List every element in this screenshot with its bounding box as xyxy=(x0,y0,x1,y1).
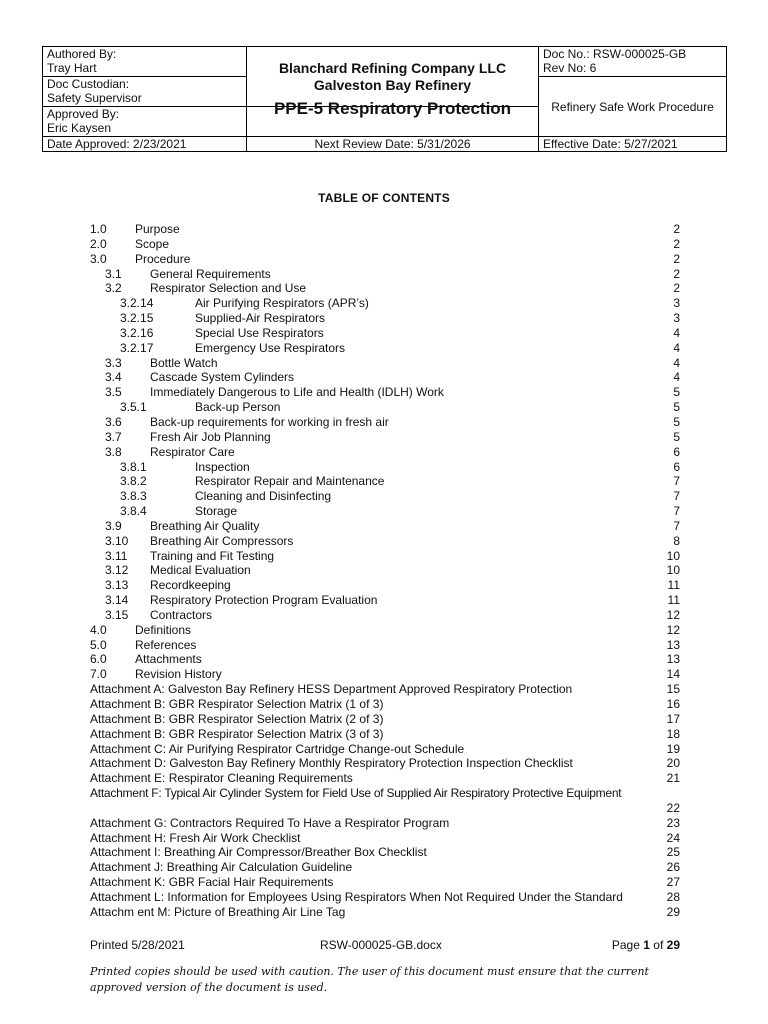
toc-entry[interactable] xyxy=(90,549,680,564)
authored-by-value: Tray Hart xyxy=(47,61,97,75)
toc-attachment-entry[interactable] xyxy=(90,845,680,860)
toc-attachment-label: Attachment E: Respirator Cleaning Requirements xyxy=(90,771,353,786)
toc-entry-label: Revision History xyxy=(135,667,222,682)
toc-entry-number: 3.5.1 xyxy=(120,400,147,415)
toc-attachment-page: 20 xyxy=(666,756,680,771)
toc-entry[interactable] xyxy=(90,370,680,385)
toc-attachment-entry[interactable] xyxy=(90,875,680,890)
toc-entry[interactable] xyxy=(90,578,680,593)
toc-entry-number: 3.9 xyxy=(105,518,122,533)
doc-custodian-value: Safety Supervisor xyxy=(47,91,142,105)
toc-entry-label: General Requirements xyxy=(150,266,271,281)
toc-attachment-entry[interactable] xyxy=(90,712,680,727)
toc-entry-label: Immediately Dangerous to Life and Health (IDLH) Work xyxy=(150,385,444,400)
toc-entry-page: 5 xyxy=(673,385,680,400)
toc-entry-label: Definitions xyxy=(135,622,192,637)
toc-entry-label: Cleaning and Disinfecting xyxy=(195,489,332,504)
approved-by-label: Approved By: xyxy=(47,107,120,121)
toc-entry-number: 3.8.1 xyxy=(120,459,147,474)
toc-entry[interactable] xyxy=(90,489,680,504)
toc-entry-label: References xyxy=(135,637,197,652)
toc-entry[interactable] xyxy=(90,534,680,549)
next-review-date: Next Review Date: 5/31/2026 xyxy=(314,137,471,151)
toc-attachment-entry[interactable] xyxy=(90,890,680,905)
toc-entry-label: Supplied-Air Respirators xyxy=(195,311,326,326)
table-of-contents xyxy=(90,222,680,920)
toc-entry-page: 14 xyxy=(666,667,680,682)
toc-attachment-entry[interactable] xyxy=(90,727,680,742)
toc-entry[interactable] xyxy=(90,563,680,578)
toc-entry-label: Special Use Respirators xyxy=(195,325,324,340)
toc-attachment-entry[interactable] xyxy=(90,756,680,771)
toc-entry[interactable] xyxy=(90,222,680,237)
toc-attachment-page: 19 xyxy=(666,741,680,756)
toc-entry-number: 3.15 xyxy=(105,607,129,622)
toc-entry-page: 10 xyxy=(666,548,680,563)
toc-entry-page: 10 xyxy=(666,563,680,578)
toc-attachment-page: 28 xyxy=(666,889,680,904)
toc-entry-number: 3.2.17 xyxy=(120,340,154,355)
toc-entry-page: 6 xyxy=(673,444,680,459)
toc-entry[interactable] xyxy=(90,341,680,356)
toc-entry-number: 3.1 xyxy=(105,266,122,281)
toc-entry-label: Inspection xyxy=(195,459,250,474)
toc-attachment-label: Attachment F: Typical Air Cylinder System for Field Use of Supplied Air Respiratory Protective Equipment xyxy=(90,786,622,801)
toc-entry-page: 13 xyxy=(666,652,680,667)
toc-entry-label: Fresh Air Job Planning xyxy=(150,429,271,444)
page-total: 29 xyxy=(666,938,680,952)
date-approved-cell xyxy=(43,137,247,152)
toc-entry-page: 4 xyxy=(673,340,680,355)
toc-entry-number: 7.0 xyxy=(90,667,107,682)
approved-by-value: Eric Kaysen xyxy=(47,121,112,135)
toc-attachment-entry[interactable] xyxy=(90,860,680,875)
toc-entry-page: 4 xyxy=(673,370,680,385)
toc-entry-page: 3 xyxy=(673,311,680,326)
toc-entry-label: Back-up requirements for working in fresh air xyxy=(150,414,389,429)
approved-by-cell xyxy=(43,107,247,137)
toc-entry-label: Training and Fit Testing xyxy=(150,548,275,563)
toc-entry[interactable] xyxy=(90,237,680,252)
toc-attachment-label: Attachment H: Fresh Air Work Checklist xyxy=(90,830,301,845)
toc-entry-page: 2 xyxy=(673,236,680,251)
toc-entry-number: 3.4 xyxy=(105,370,122,385)
toc-entry-label: Respirator Care xyxy=(150,444,235,459)
toc-entry[interactable] xyxy=(90,608,680,623)
file-name: RSW-000025-GB.docx xyxy=(320,938,442,952)
authored-by-label: Authored By: xyxy=(47,47,117,61)
toc-attachment-label: Attachment I: Breathing Air Compressor/Breather Box Checklist xyxy=(90,845,427,860)
toc-entry-label: Bottle Watch xyxy=(150,355,218,370)
printed-date: Printed 5/28/2021 xyxy=(90,938,185,952)
toc-entry-label: Air Purifying Respirators (APR’s) xyxy=(195,296,369,311)
toc-entry[interactable] xyxy=(90,652,680,667)
toc-entry-label: Breathing Air Compressors xyxy=(150,533,294,548)
toc-entry[interactable] xyxy=(90,252,680,267)
revision-number: Rev No: 6 xyxy=(543,61,597,75)
toc-attachment-page: 21 xyxy=(666,771,680,786)
toc-entry-page: 11 xyxy=(667,593,680,608)
toc-attachment-label: Attachment B: GBR Respirator Selection Matrix (2 of 3) xyxy=(90,711,384,726)
toc-entry-number: 1.0 xyxy=(90,222,107,236)
document-title: PPE-5 Respiratory Protection xyxy=(273,99,512,118)
toc-entry-number: 3.8 xyxy=(105,444,122,459)
toc-entry[interactable] xyxy=(90,356,680,371)
toc-entry-number: 3.2 xyxy=(105,281,122,296)
toc-attachment-label: Attachment A: Galveston Bay Refinery HESS Department Approved Respiratory Protection xyxy=(90,682,573,697)
doc-number-cell xyxy=(539,47,727,77)
authored-by-cell xyxy=(43,47,247,77)
toc-entry-label: Respirator Selection and Use xyxy=(150,281,307,296)
toc-entry-number: 3.6 xyxy=(105,414,122,429)
toc-attachment-entry[interactable] xyxy=(90,905,680,920)
procedure-type-cell xyxy=(539,77,727,137)
toc-entry[interactable] xyxy=(90,638,680,653)
toc-entry-number: 4.0 xyxy=(90,622,107,637)
toc-entry-page: 3 xyxy=(673,296,680,311)
toc-attachment-label: Attachment D: Galveston Bay Refinery Monthly Respiratory Protection Inspection Checklist xyxy=(90,756,573,771)
toc-attachment-page: 23 xyxy=(666,815,680,830)
next-review-cell xyxy=(247,137,539,152)
toc-attachment-page: 17 xyxy=(666,711,680,726)
toc-attachment-entry[interactable] xyxy=(90,742,680,757)
toc-entry[interactable] xyxy=(90,281,680,296)
toc-entry[interactable] xyxy=(90,400,680,415)
toc-attachment-label: Attachment C: Air Purifying Respirator Cartridge Change-out Schedule xyxy=(90,741,465,756)
toc-entry-label: Procedure xyxy=(135,251,191,266)
of-word: of xyxy=(653,938,664,952)
toc-entry-label: Recordkeeping xyxy=(150,578,231,593)
toc-entry-page: 7 xyxy=(673,504,680,519)
toc-entry-page: 4 xyxy=(673,325,680,340)
toc-attachment-entry[interactable] xyxy=(90,831,680,846)
toc-entry-page: 7 xyxy=(673,474,680,489)
toc-attachment-label: Attachment K: GBR Facial Hair Requirements xyxy=(90,875,334,890)
toc-attachment-entry[interactable] xyxy=(90,816,680,831)
toc-entry-number: 3.14 xyxy=(105,593,129,608)
toc-attachment-page: 18 xyxy=(666,726,680,741)
effective-date: Effective Date: 5/27/2021 xyxy=(543,137,678,151)
toc-attachment-page: 29 xyxy=(666,904,680,919)
toc-entry-number: 3.8.3 xyxy=(120,489,147,504)
toc-entry[interactable] xyxy=(90,504,680,519)
toc-attachment-label: Attachment L: Information for Employees Using Respirators When Not Required Under the Standard xyxy=(90,889,623,904)
toc-entry[interactable] xyxy=(90,460,680,475)
toc-attachment-page: 22 xyxy=(666,801,680,816)
print-caution-note: Printed copies should be used with caution. The user of this document must ensure that the current approved version of the document is used. xyxy=(90,965,649,994)
title-cell xyxy=(247,99,539,137)
company-cell xyxy=(247,47,539,107)
toc-entry-page: 5 xyxy=(673,400,680,415)
toc-attachment-label: Attachment G: Contractors Required To Have a Respirator Program xyxy=(90,815,450,830)
toc-entry-label: Breathing Air Quality xyxy=(150,518,260,533)
page-counter xyxy=(612,938,680,952)
toc-entry[interactable] xyxy=(90,519,680,534)
toc-entry[interactable] xyxy=(90,415,680,430)
refinery-name: Galveston Bay Refinery xyxy=(313,76,472,93)
page-number: 1 xyxy=(643,938,650,952)
toc-attachment-page: 27 xyxy=(666,875,680,890)
toc-attachment-entry[interactable] xyxy=(90,786,680,816)
toc-entry-number: 6.0 xyxy=(90,652,107,667)
toc-entry-number: 3.2.14 xyxy=(120,296,154,311)
toc-entry-number: 5.0 xyxy=(90,637,107,652)
toc-attachment-page: 15 xyxy=(666,682,680,697)
toc-entry[interactable] xyxy=(90,326,680,341)
toc-entry-page: 2 xyxy=(673,281,680,296)
toc-entry-number: 3.11 xyxy=(105,548,128,563)
toc-entry[interactable] xyxy=(90,267,680,282)
toc-entry-label: Back-up Person xyxy=(195,400,281,415)
toc-entry[interactable] xyxy=(90,311,680,326)
toc-entry-number: 3.2.16 xyxy=(120,325,154,340)
toc-entry-page: 5 xyxy=(673,414,680,429)
toc-entry-page: 11 xyxy=(667,578,680,593)
toc-attachment-page: 25 xyxy=(666,845,680,860)
toc-entry-label: Storage xyxy=(195,504,238,519)
toc-entry-number: 3.8.4 xyxy=(120,504,147,519)
toc-entry-number: 3.5 xyxy=(105,385,122,400)
effective-date-cell xyxy=(539,137,727,152)
toc-attachment-label: Attachment J: Breathing Air Calculation Guideline xyxy=(90,860,353,875)
toc-entry-label: Medical Evaluation xyxy=(150,563,251,578)
toc-entry[interactable] xyxy=(90,445,680,460)
toc-entry-page: 2 xyxy=(673,266,680,281)
toc-entry-page: 12 xyxy=(666,622,680,637)
toc-entry[interactable] xyxy=(90,385,680,400)
toc-attachment-entry[interactable] xyxy=(90,697,680,712)
toc-entry-label: Emergency Use Respirators xyxy=(195,340,346,355)
toc-entry-page: 7 xyxy=(673,489,680,504)
toc-entry-label: Purpose xyxy=(135,222,180,236)
toc-entry-number: 3.10 xyxy=(105,533,129,548)
toc-entry-label: Cascade System Cylinders xyxy=(150,370,295,385)
document-header-table xyxy=(42,46,727,152)
toc-attachment-entry[interactable] xyxy=(90,771,680,786)
toc-entry-page: 2 xyxy=(673,222,680,236)
company-name: Blanchard Refining Company LLC xyxy=(278,59,507,76)
toc-entry[interactable] xyxy=(90,667,680,682)
toc-entry[interactable] xyxy=(90,474,680,489)
toc-entry-number: 3.8.2 xyxy=(120,474,147,489)
toc-title: TABLE OF CONTENTS xyxy=(318,191,450,205)
toc-entry-page: 5 xyxy=(673,429,680,444)
toc-entry-page: 7 xyxy=(673,518,680,533)
toc-entry-page: 6 xyxy=(673,459,680,474)
toc-attachment-label: Attachm ent M: Picture of Breathing Air Line Tag xyxy=(90,904,346,919)
toc-entry-number: 3.7 xyxy=(105,429,122,444)
toc-attachment-page: 26 xyxy=(666,860,680,875)
doc-custodian-cell xyxy=(43,77,247,107)
toc-entry-label: Respirator Repair and Maintenance xyxy=(195,474,385,489)
toc-attachment-label: Attachment B: GBR Respirator Selection Matrix (3 of 3) xyxy=(90,726,384,741)
procedure-type: Refinery Safe Work Procedure xyxy=(551,99,714,114)
toc-entry-label: Attachments xyxy=(135,652,202,667)
page-word: Page xyxy=(611,938,640,952)
toc-entry-label: Scope xyxy=(135,236,170,251)
toc-entry-number: 3.2.15 xyxy=(120,311,154,326)
toc-entry-page: 13 xyxy=(666,637,680,652)
toc-entry-page: 2 xyxy=(673,251,680,266)
toc-entry-number: 3.13 xyxy=(105,578,129,593)
doc-custodian-label: Doc Custodian: xyxy=(47,77,130,91)
toc-attachment-page: 16 xyxy=(666,697,680,711)
toc-attachment-label: Attachment B: GBR Respirator Selection Matrix (1 of 3) xyxy=(90,697,384,711)
toc-entry[interactable] xyxy=(90,296,680,311)
toc-attachment-entry[interactable] xyxy=(90,682,680,697)
toc-entry-number: 3.0 xyxy=(90,251,107,266)
toc-entry-number: 3.3 xyxy=(105,355,122,370)
toc-entry[interactable] xyxy=(90,623,680,638)
toc-entry-page: 4 xyxy=(673,355,680,370)
toc-entry-page: 8 xyxy=(673,533,680,548)
toc-entry-label: Respiratory Protection Program Evaluation xyxy=(150,593,378,608)
toc-entry-label: Contractors xyxy=(150,607,213,622)
date-approved: Date Approved: 2/23/2021 xyxy=(47,137,187,151)
toc-entry-page: 12 xyxy=(666,607,680,622)
doc-number: Doc No.: RSW-000025-GB xyxy=(543,47,687,61)
toc-entry[interactable] xyxy=(90,593,680,608)
toc-entry-number: 3.12 xyxy=(105,563,129,578)
toc-entry[interactable] xyxy=(90,430,680,445)
toc-entry-number: 2.0 xyxy=(90,236,107,251)
toc-attachment-page: 24 xyxy=(666,830,680,845)
